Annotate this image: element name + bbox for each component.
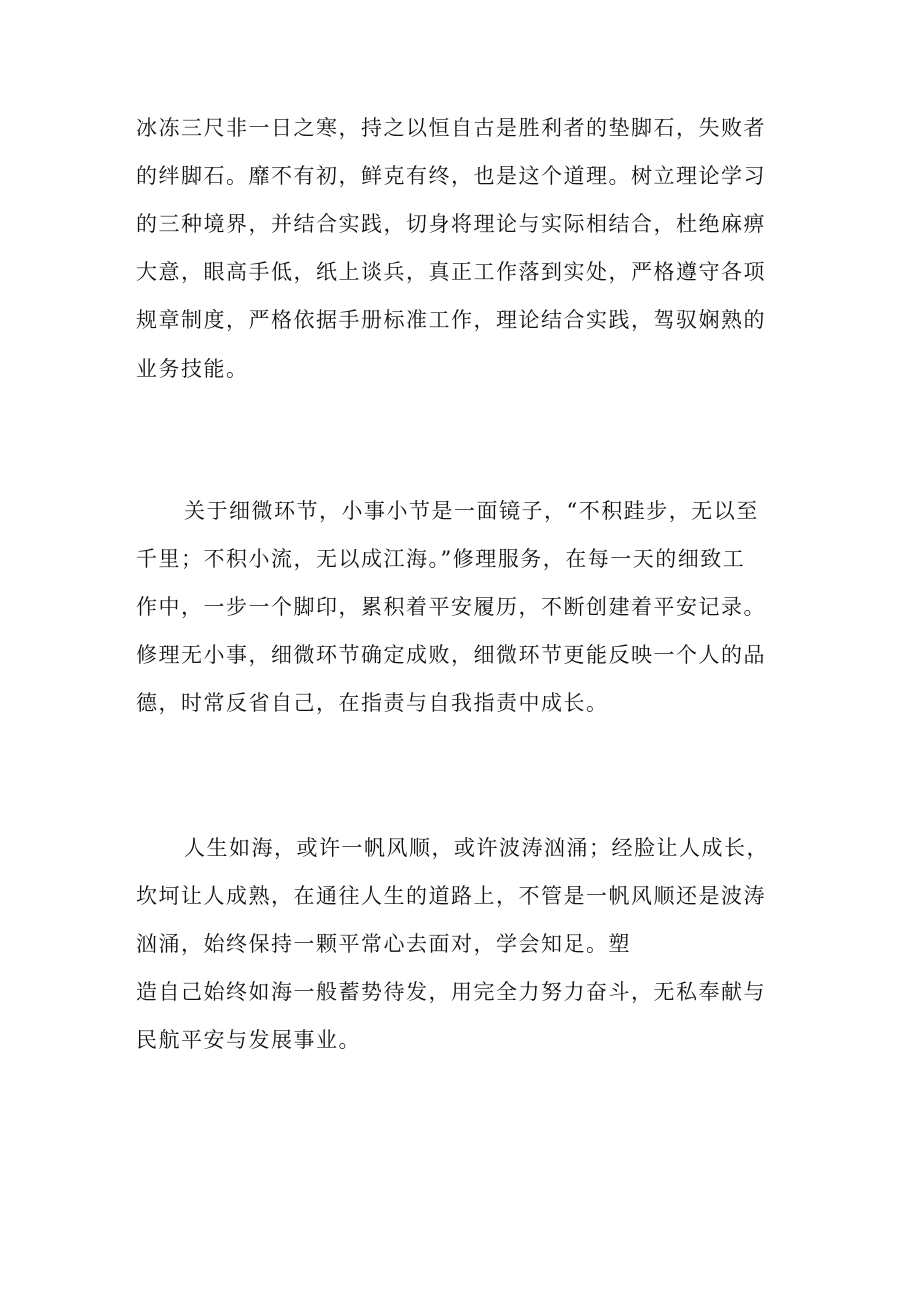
paragraph-2-line-3: 作中，一步一个脚印，累积着平安履历，不断创建着平安记录。 — [136, 595, 766, 619]
paragraph-1-line-5: 规章制度，严格依据手册标准工作，理论结合实践，驾驭娴熟的 — [136, 308, 766, 332]
paragraph-3-line-4: 造自己始终如海一般蓄势待发，用完全力努力奋斗，无私奉献与 — [136, 980, 766, 1004]
paragraph-1-line-6: 业务技能。 — [136, 357, 249, 381]
paragraph-2-line-1: 关于细微环节，小事小节是一面镜子，“不积跬步，无以至 — [184, 499, 759, 523]
paragraph-2-line-2: 千里；不积小流，无以成江海。”修理服务，在每一天的细致工 — [136, 547, 746, 571]
paragraph-3-line-3: 汹涌，始终保持一颗平常心去面对，学会知足。塑 — [136, 932, 631, 956]
paragraph-1-line-4: 大意，眼高手低，纸上谈兵，真正工作落到实处，严格遵守各项 — [136, 260, 766, 284]
paragraph-1-line-2: 的绊脚石。靡不有初，鲜克有终，也是这个道理。树立理论学习 — [136, 164, 766, 188]
paragraph-1-line-3: 的三种境界，并结合实践，切身将理论与实际相结合，杜绝麻痹 — [136, 212, 766, 236]
paragraph-3-line-2: 坎坷让人成熟，在通往人生的道路上，不管是一帆风顺还是波涛 — [136, 884, 766, 908]
paragraph-2-line-4: 修理无小事，细微环节确定成败，细微环节更能反映一个人的品 — [136, 643, 766, 667]
paragraph-2-line-5: 德，时常反省自己，在指责与自我指责中成长。 — [136, 691, 609, 715]
paragraph-3-line-1: 人生如海，或许一帆风顺，或许波涛汹涌；经脸让人成长， — [184, 836, 769, 860]
paragraph-1-line-1: 冰冻三尺非一日之寒，持之以恒自古是胜利者的垫脚石，失败者 — [136, 116, 766, 140]
paragraph-3-line-5: 民航平安与发展事业。 — [136, 1028, 361, 1052]
